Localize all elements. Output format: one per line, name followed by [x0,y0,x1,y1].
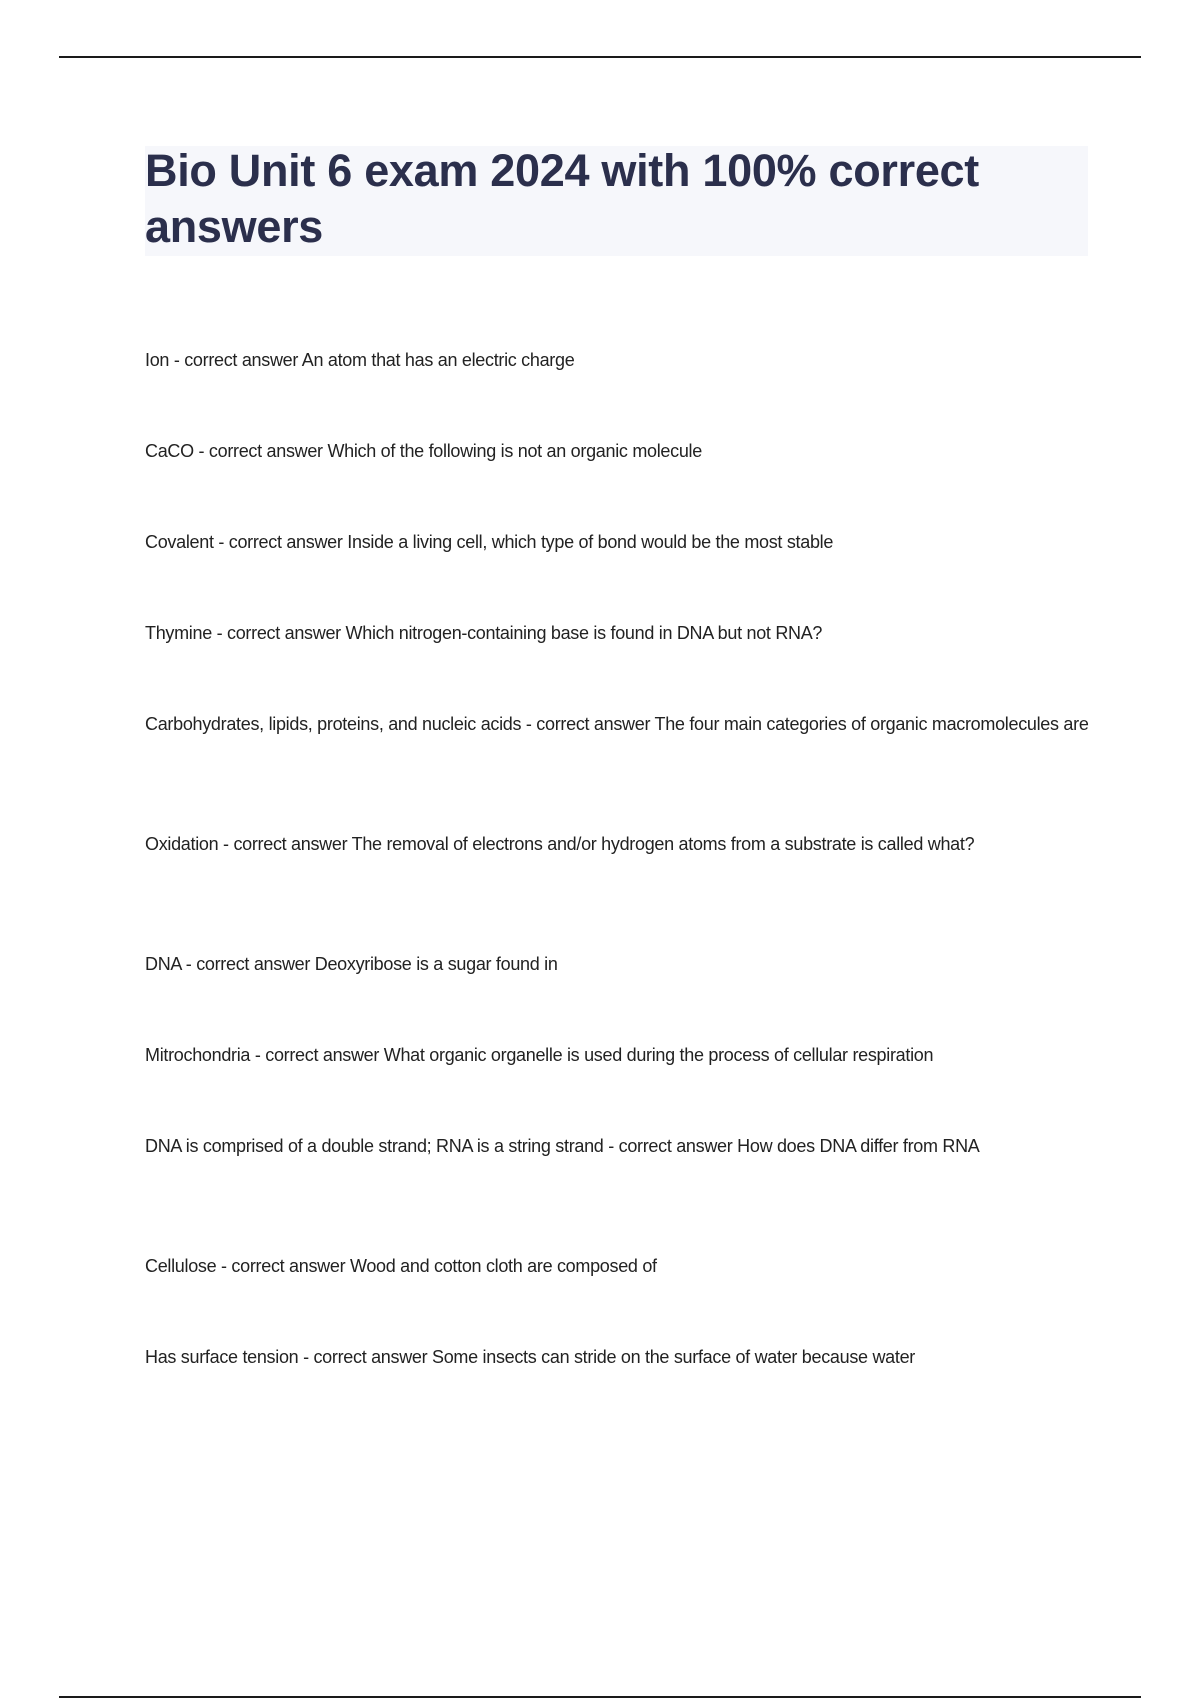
qa-entry: Oxidation - correct answer The removal of electrons and/or hydrogen atoms from a substrate is called what? [145,834,975,854]
qa-entry: CaCO - correct answer Which of the following is not an organic molecule [145,441,702,461]
qa-entry: Thymine - correct answer Which nitrogen-containing base is found in DNA but not RNA? [145,623,823,643]
qa-entry: Cellulose - correct answer Wood and cotton cloth are composed of [145,1256,657,1276]
top-rule [59,56,1141,58]
qa-entry: Carbohydrates, lipids, proteins, and nucleic acids - correct answer The four main categories of organic macromolecules are [145,714,1089,734]
qa-entry: DNA is comprised of a double strand; RNA is a string strand - correct answer How does DNA differ from RNA [145,1136,980,1156]
qa-entry: Mitrochondria - correct answer What organic organelle is used during the process of cellular respiration [145,1045,934,1065]
qa-entry: Covalent - correct answer Inside a living cell, which type of bond would be the most stable [145,532,834,552]
qa-entry: Has surface tension - correct answer Some insects can stride on the surface of water because water [145,1347,915,1367]
bottom-rule [59,1696,1141,1698]
qa-entry: Ion - correct answer An atom that has an electric charge [145,350,575,370]
qa-entry: DNA - correct answer Deoxyribose is a sugar found in [145,954,558,974]
document-title: Bio Unit 6 exam 2024 with 100% correct answers [145,145,979,252]
